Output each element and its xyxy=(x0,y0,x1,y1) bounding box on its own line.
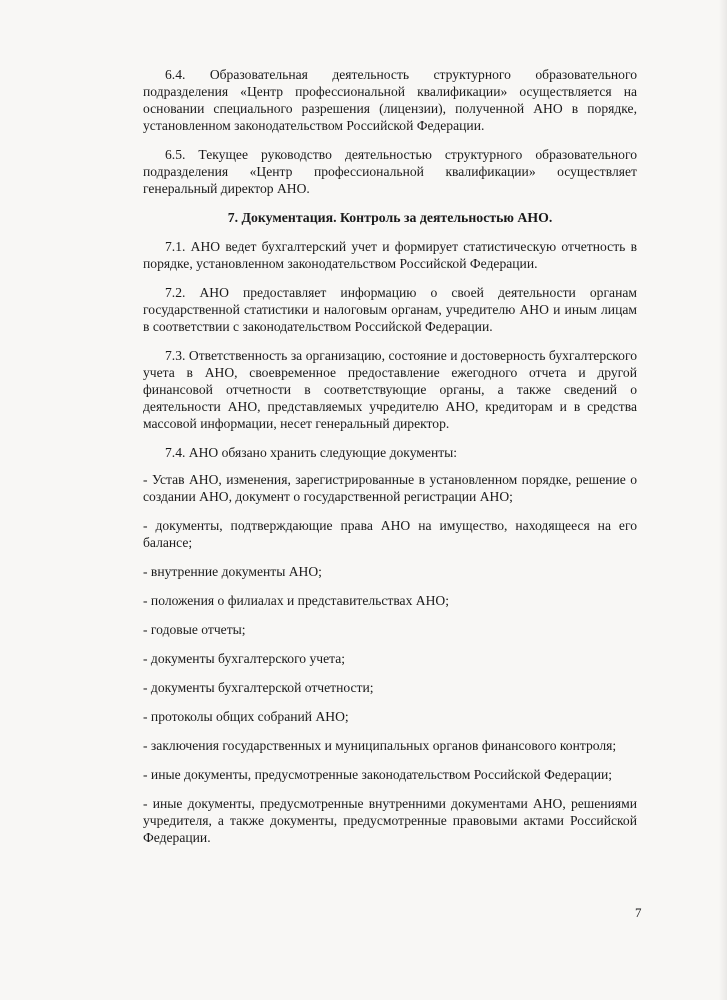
list-item: - положения о филиалах и представительствах АНО; xyxy=(143,593,450,608)
list-item: - иные документы, предусмотренные законодательством Российской Федерации; xyxy=(143,767,613,782)
list-item: - годовые отчеты; xyxy=(143,622,246,637)
paragraph-7-1: 7.1. АНО ведет бухгалтерский учет и формирует статистическую отчетность в порядке, установленном законодательством Российской Федерации. xyxy=(143,239,637,271)
list-item: - протоколы общих собраний АНО; xyxy=(143,709,349,724)
scan-edge-shadow xyxy=(719,0,727,1000)
paragraph-7-4: 7.4. АНО обязано хранить следующие документы: xyxy=(165,445,458,460)
paragraph-7-2: 7.2. АНО предоставляет информацию о своей деятельности органам государственной статистики и налоговым органам, учредителю АНО и иным лицам в соответствии с законодательством Российской Федерации. xyxy=(143,285,637,334)
list-item: - Устав АНО, изменения, зарегистрированные в установленном порядке, решение о создании АНО, документ о государственной регистрации АНО; xyxy=(143,472,637,504)
list-item: - заключения государственных и муниципальных органов финансового контроля; xyxy=(143,738,617,753)
paragraph-7-3: 7.3. Ответственность за организацию, состояние и достоверность бухгалтерского учета в АНО, своевременное предоставление ежегодного отчета и другой финансовой отчетности в соответствующие органы, а также сведений о деятельности АНО, представляемых учредителю АНО, кредиторам и в средства массовой информации, несет генеральный директор. xyxy=(143,348,637,431)
paragraph-6-5: 6.5. Текущее руководство деятельностью структурного образовательного подразделения «Центр профессиональной квалификации» осуществляет генеральный директор АНО. xyxy=(143,147,637,196)
list-item: - документы бухгалтерской отчетности; xyxy=(143,680,374,695)
document-body xyxy=(143,66,637,858)
section-heading: 7. Документация. Контроль за деятельностью АНО. xyxy=(227,210,553,225)
paragraph-6-4: 6.4. Образовательная деятельность структурного образовательного подразделения «Центр профессиональной квалификации» осуществляется на основании специального разрешения (лицензии), полученной АНО в порядке, установленном законодательством Российской Федерации. xyxy=(143,67,637,133)
list-item: - иные документы, предусмотренные внутренними документами АНО, решениями учредителя, а также документы, предусмотренные правовыми актами Российской Федерации. xyxy=(143,796,637,845)
page-number: 7 xyxy=(635,905,642,920)
list-item: - документы бухгалтерского учета; xyxy=(143,651,346,666)
list-item: - внутренние документы АНО; xyxy=(143,564,322,579)
list-item: - документы, подтверждающие права АНО на имущество, находящееся на его балансе; xyxy=(143,518,637,550)
